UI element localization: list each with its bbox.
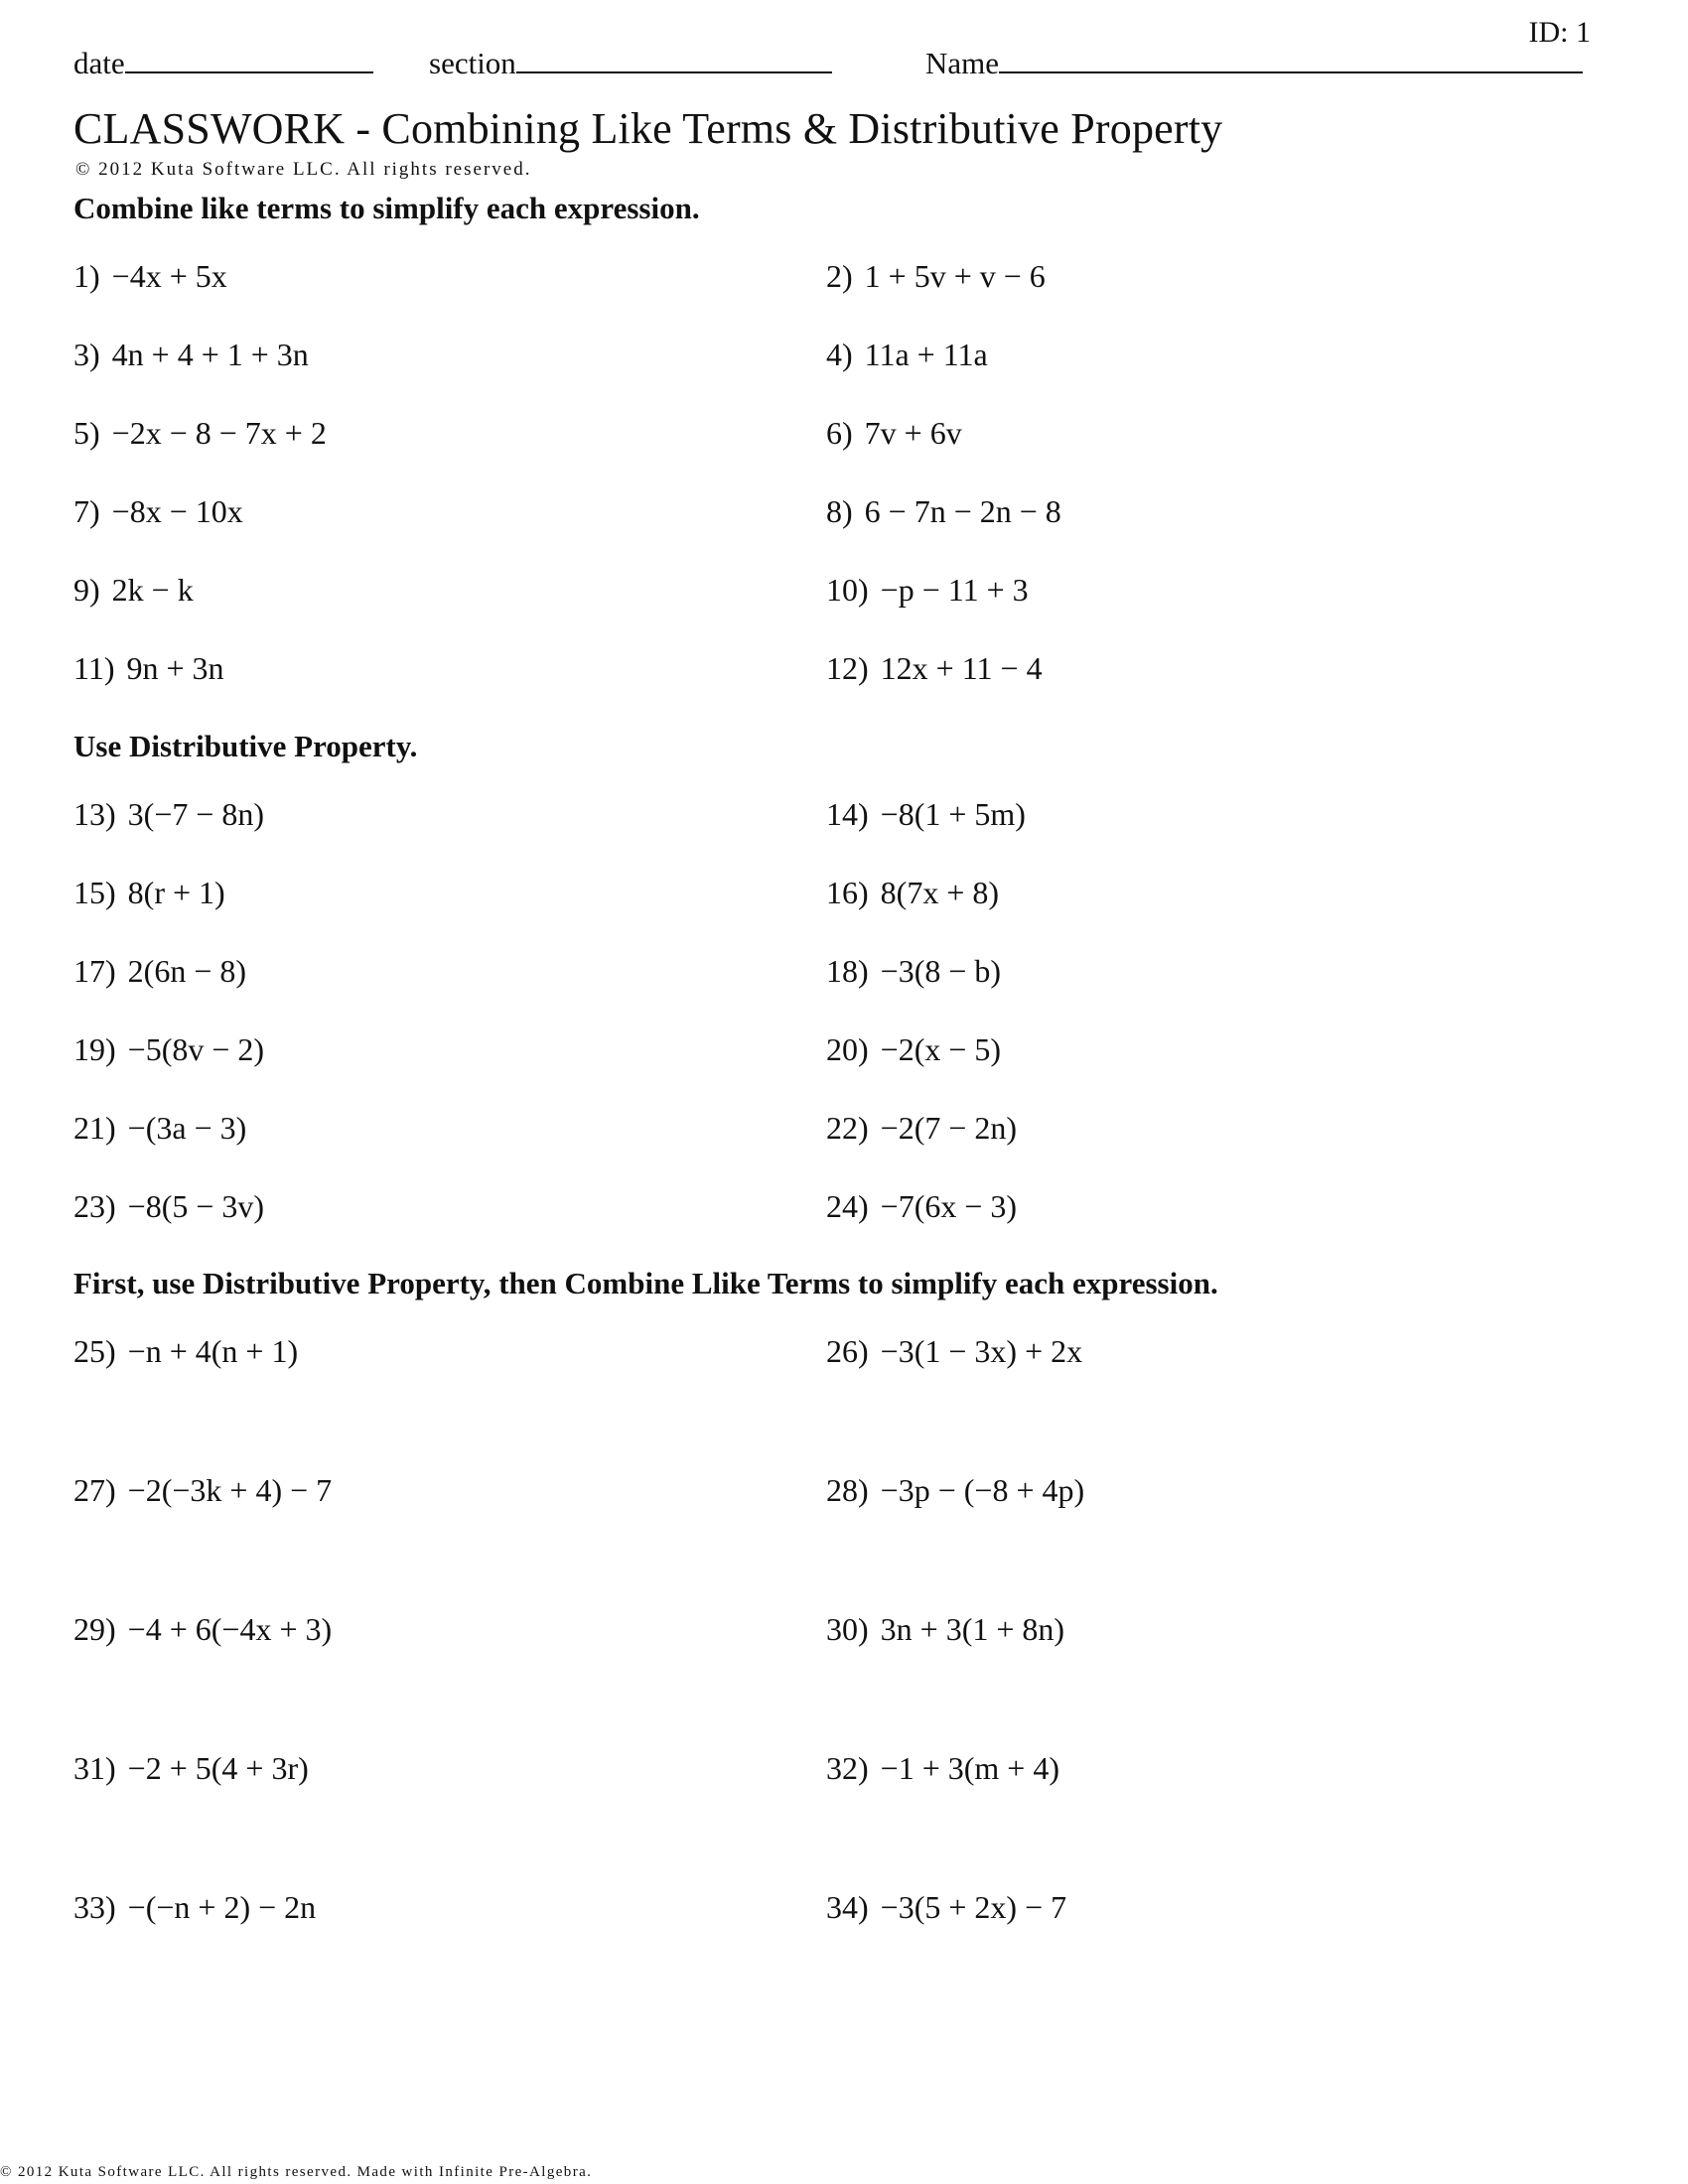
problem-item: [73, 875, 225, 911]
problem-item: [73, 953, 246, 990]
problem-expression: −n + 4(n + 1): [127, 1333, 299, 1369]
copyright-notice: © 2012 Kuta Software LLC. All rights reserved.: [75, 159, 532, 180]
problem-item: [73, 415, 327, 452]
section-heading-combined: First, use Distributive Property, then Combine Llike Terms to simplify each expression.: [73, 1266, 1218, 1300]
problem-number: 12): [826, 650, 869, 686]
problem-item: [73, 650, 224, 687]
problem-item: [826, 258, 1046, 295]
problem-number: 32): [826, 1750, 869, 1786]
problem-item: [73, 572, 194, 609]
date-label: date: [73, 46, 125, 80]
problem-number: 14): [826, 796, 869, 832]
problem-number: 27): [73, 1472, 116, 1508]
problem-expression: 2(6n − 8): [127, 953, 247, 989]
problem-item: [73, 1611, 332, 1648]
problem-item: [826, 1333, 1082, 1370]
problem-number: 26): [826, 1333, 869, 1369]
problem-number: 30): [826, 1611, 869, 1647]
problem-number: 34): [826, 1889, 869, 1925]
problem-expression: −3p − (−8 + 4p): [880, 1472, 1085, 1508]
problem-expression: −(−n + 2) − 2n: [127, 1889, 317, 1925]
problem-number: 5): [73, 415, 100, 451]
problem-expression: −4x + 5x: [111, 258, 227, 294]
problem-item: [73, 1110, 246, 1147]
problem-expression: 9n + 3n: [126, 650, 224, 686]
problem-item: [826, 415, 962, 452]
section-label: section: [429, 46, 516, 80]
problem-expression: −7(6x − 3): [880, 1188, 1018, 1224]
problem-number: 4): [826, 337, 853, 372]
section-field: [429, 44, 832, 83]
problem-item: [73, 1750, 309, 1787]
problem-item: [826, 796, 1026, 833]
footer-copyright: © 2012 Kuta Software LLC. All rights reserved. Made with Infinite Pre-Algebra.: [0, 2164, 593, 2180]
problem-number: 15): [73, 875, 116, 910]
problem-number: 22): [826, 1110, 869, 1146]
problem-expression: 1 + 5v + v − 6: [864, 258, 1046, 294]
problem-item: [826, 493, 1061, 530]
name-label: Name: [925, 46, 1000, 80]
date-field: [73, 44, 373, 83]
problem-number: 11): [73, 650, 115, 686]
problem-item: [73, 337, 309, 373]
problem-number: 1): [73, 258, 100, 294]
problem-number: 20): [826, 1031, 869, 1067]
problem-expression: −2(7 − 2n): [880, 1110, 1018, 1146]
section-heading-distributive: Use Distributive Property.: [73, 729, 418, 763]
worksheet-title: CLASSWORK - Combining Like Terms & Distributive Property: [73, 104, 1223, 153]
problem-item: [73, 258, 227, 295]
problem-expression: −5(8v − 2): [127, 1031, 265, 1067]
problem-number: 10): [826, 572, 869, 608]
problem-expression: 7v + 6v: [864, 415, 962, 451]
problem-expression: −4 + 6(−4x + 3): [127, 1611, 333, 1647]
problem-number: 7): [73, 493, 100, 529]
problem-item: [826, 1188, 1017, 1225]
problem-number: 3): [73, 337, 100, 372]
problem-number: 6): [826, 415, 853, 451]
date-blank: [125, 44, 373, 73]
problem-item: [73, 493, 243, 530]
problem-number: 18): [826, 953, 869, 989]
name-blank: [999, 44, 1583, 73]
problem-item: [826, 572, 1029, 609]
problem-item: [73, 1188, 264, 1225]
problem-expression: −(3a − 3): [127, 1110, 247, 1146]
problem-expression: 3n + 3(1 + 8n): [880, 1611, 1065, 1647]
problem-number: 33): [73, 1889, 116, 1925]
problem-item: [826, 875, 999, 911]
problem-expression: −2(x − 5): [880, 1031, 1002, 1067]
section-blank: [516, 44, 832, 73]
problem-item: [826, 1031, 1001, 1068]
problem-item: [826, 1110, 1017, 1147]
problem-number: 8): [826, 493, 853, 529]
problem-number: 24): [826, 1188, 869, 1224]
problem-item: [826, 1750, 1059, 1787]
problem-number: 17): [73, 953, 116, 989]
section-heading-combine: Combine like terms to simplify each expression.: [73, 191, 700, 225]
problem-expression: −3(1 − 3x) + 2x: [880, 1333, 1083, 1369]
problem-expression: −2(−3k + 4) − 7: [127, 1472, 333, 1508]
problem-expression: −8x − 10x: [111, 493, 243, 529]
problem-item: [73, 1031, 264, 1068]
problem-expression: 2k − k: [111, 572, 194, 608]
problem-item: [73, 1889, 316, 1926]
problem-expression: 11a + 11a: [864, 337, 988, 372]
name-field: [925, 44, 1583, 83]
problem-expression: −p − 11 + 3: [880, 572, 1029, 608]
problem-item: [73, 1333, 298, 1370]
problem-item: [73, 1472, 332, 1509]
problem-expression: 3(−7 − 8n): [127, 796, 265, 832]
problem-expression: 6 − 7n − 2n − 8: [864, 493, 1061, 529]
problem-expression: 8(7x + 8): [880, 875, 1000, 910]
problem-number: 21): [73, 1110, 116, 1146]
problem-item: [826, 1889, 1066, 1926]
problem-expression: 4n + 4 + 1 + 3n: [111, 337, 309, 372]
problem-expression: −2x − 8 − 7x + 2: [111, 415, 327, 451]
problem-number: 13): [73, 796, 116, 832]
problem-item: [826, 650, 1043, 687]
problem-number: 25): [73, 1333, 116, 1369]
problem-number: 28): [826, 1472, 869, 1508]
problem-expression: 12x + 11 − 4: [880, 650, 1043, 686]
problem-number: 9): [73, 572, 100, 608]
problem-expression: −3(5 + 2x) − 7: [880, 1889, 1067, 1925]
problem-expression: −1 + 3(m + 4): [880, 1750, 1059, 1786]
problem-item: [826, 1611, 1064, 1648]
problem-expression: −2 + 5(4 + 3r): [127, 1750, 309, 1786]
problem-expression: −8(5 − 3v): [127, 1188, 265, 1224]
problem-item: [73, 796, 264, 833]
problem-item: [826, 1472, 1084, 1509]
problem-item: [826, 953, 1001, 990]
problem-number: 29): [73, 1611, 116, 1647]
problem-number: 31): [73, 1750, 116, 1786]
problem-number: 23): [73, 1188, 116, 1224]
problem-expression: −3(8 − b): [880, 953, 1002, 989]
problem-number: 19): [73, 1031, 116, 1067]
problem-item: [826, 337, 988, 373]
problem-expression: −8(1 + 5m): [880, 796, 1026, 832]
problem-expression: 8(r + 1): [127, 875, 225, 910]
worksheet-id: ID: 1: [1528, 16, 1591, 49]
problem-number: 2): [826, 258, 853, 294]
problem-number: 16): [826, 875, 869, 910]
